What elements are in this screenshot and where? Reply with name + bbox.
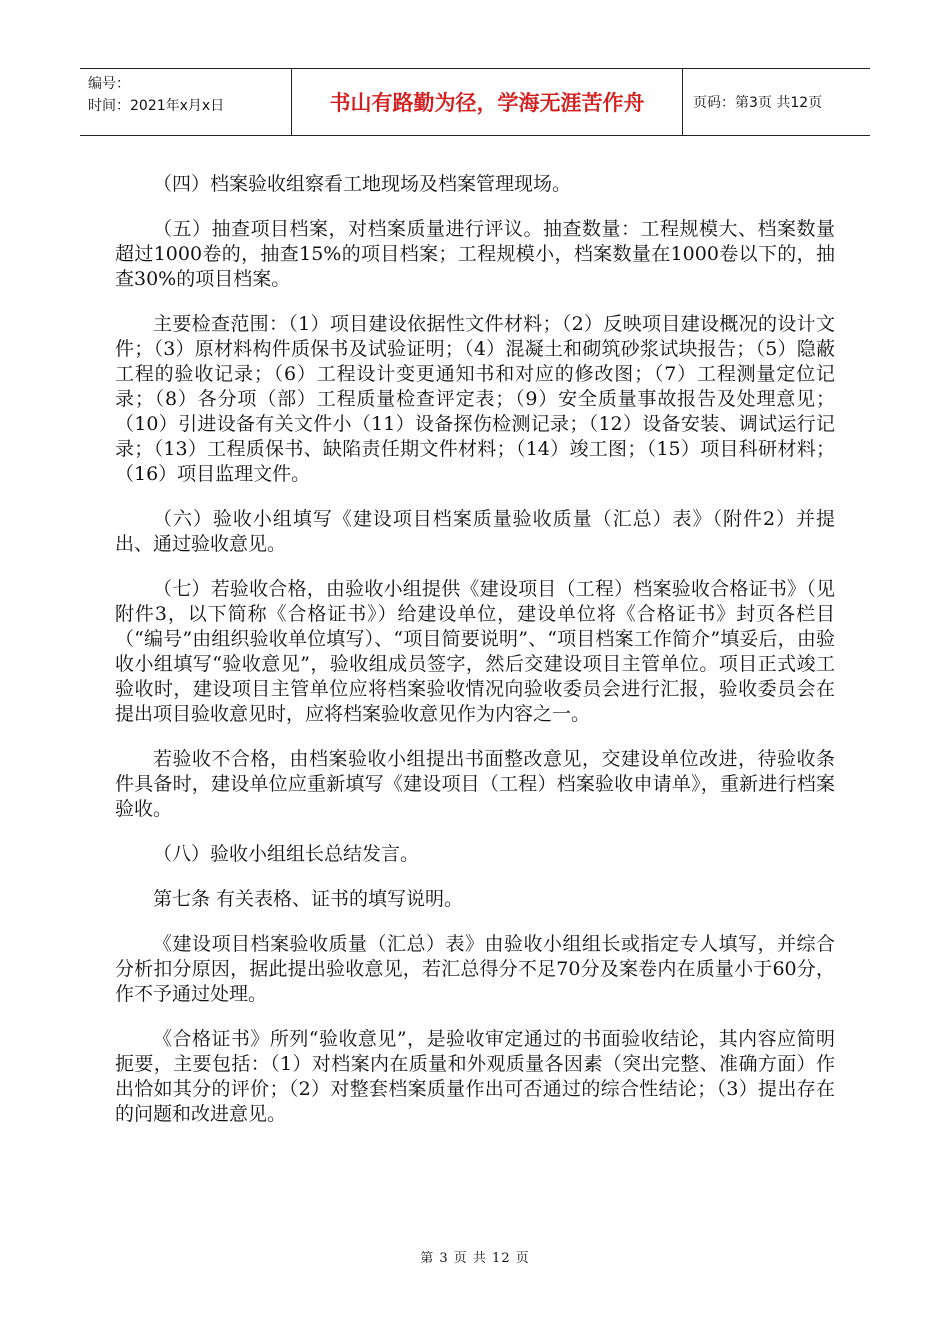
paragraph: （七）若验收合格，由验收小组提供《建设项目（工程）档案验收合格证书》（见附件3，以下简称《合格证书》）给建设单位，建设单位将《合格证书》封页各栏目（“编号”由组织验收单位填写）、“项目简要说明”、“项目档案工作简介”填妥后，由验收小组填写“验收意见”，验收组成员签字，然后交建设项目主管单位。项目正式竣工验收时，建设项目主管单位应将档案验收情况向验收委员会进行汇报，验收委员会在提出项目验收意见时，应将档案验收意见作为内容之一。 <box>115 578 835 725</box>
page-footer: 第 3 页 共 12 页 <box>420 1251 530 1266</box>
paragraph: （八）验收小组组长总结发言。 <box>153 843 420 865</box>
document-body <box>115 172 835 1147</box>
paragraph: 若验收不合格，由档案验收小组提出书面整改意见，交建设单位改进，待验收条件具备时，建设单位应重新填写《建设项目（工程）档案验收申请单》，重新进行档案验收。 <box>115 748 835 820</box>
paragraph: （四）档案验收组察看工地现场及档案管理现场。 <box>153 173 572 195</box>
number-label: 编号： <box>88 76 130 92</box>
paragraph: 主要检查范围：（1）项目建设依据性文件材料；（2）反映项目建设概况的设计文件；（3）原材料构件质保书及试验证明；（4）混凝土和砌筑砂浆试块报告；（5）隐蔽工程的验收记录；（6）工程设计变更通知书和对应的修改图；（7）工程测量定位记录；（8）各分项（部）工程质量检查评定表；（9）安全质量事故报告及处理意见；（10）引进设备有关文件小（11）设备探伤检测记录；（12）设备安装、调试运行记录；（13）工程质保书、缺陷责任期文件材料；（14）竣工图；（15）项目科研材料；（16）项目监理文件。 <box>115 313 835 485</box>
page-header <box>80 68 870 136</box>
paragraph: 第七条 有关表格、证书的填写说明。 <box>153 888 464 910</box>
header-meta <box>80 69 292 135</box>
header-motto: 书山有路勤为径，学海无涯苦作舟 <box>292 69 683 135</box>
header-page-info: 页码：第3页 共12页 <box>693 95 823 111</box>
paragraph: 《合格证书》所列“验收意见”，是验收审定通过的书面验收结论，其内容应简明扼要，主要包括：（1）对档案内在质量和外观质量各因素（突出完整、准确方面）作出恰如其分的评价；（2）对整套档案质量作出可否通过的综合性结论；（3）提出存在的问题和改进意见。 <box>115 1028 835 1125</box>
paragraph: （六）验收小组填写《建设项目档案质量验收质量（汇总）表》（附件2）并提出、通过验收意见。 <box>115 508 835 555</box>
paragraph: （五）抽查项目档案，对档案质量进行评议。抽查数量：工程规模大、档案数量超过1000卷的，抽查15%的项目档案；工程规模小，档案数量在1000卷以下的，抽查30%的项目档案。 <box>115 218 835 290</box>
time-label: 时间：2021年x月x日 <box>88 98 225 114</box>
paragraph: 《建设项目档案验收质量（汇总）表》由验收小组组长或指定专人填写，并综合分析扣分原因，据此提出验收意见，若汇总得分不足70分及案卷内在质量小于60分，作不予通过处理。 <box>115 933 835 1005</box>
